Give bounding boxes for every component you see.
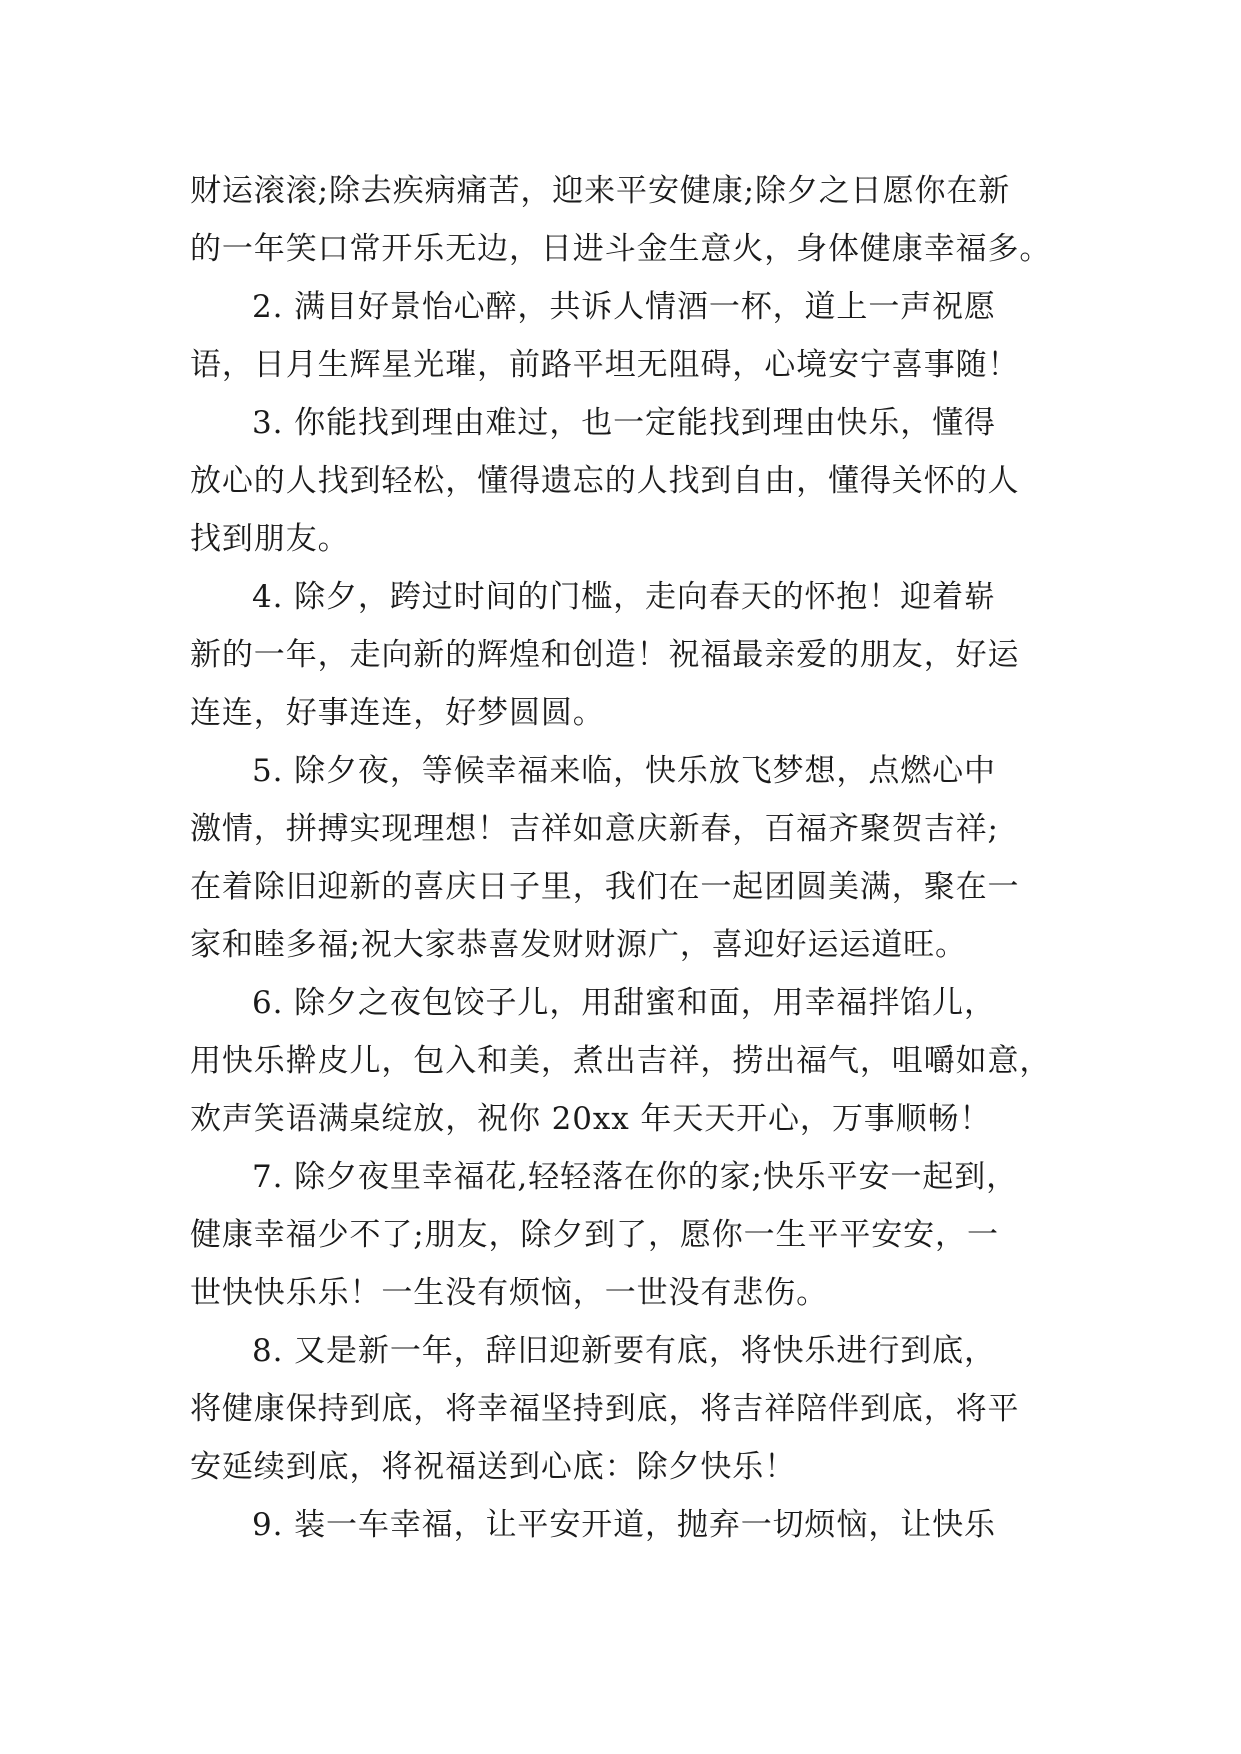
text-line: 世快快乐乐！一生没有烦恼，一世没有悲伤。 [190, 1275, 828, 1311]
text-line: 8. 又是新一年，辞旧迎新要有底，将快乐进行到底， [252, 1333, 996, 1369]
text-line: 6. 除夕之夜包饺子儿，用甜蜜和面，用幸福拌馅儿， [252, 985, 996, 1021]
text-line: 用快乐擀皮儿，包入和美，煮出吉祥，捞出福气，咀嚼如意， [190, 1043, 1052, 1079]
text-line: 的一年笑口常开乐无边，日进斗金生意火，身体健康幸福多。 [190, 231, 1052, 267]
text-line: 在着除旧迎新的喜庆日子里，我们在一起团圆美满，聚在一 [190, 869, 1020, 905]
text-line: 找到朋友。 [190, 521, 350, 557]
text-line: 新的一年，走向新的辉煌和创造！祝福最亲爱的朋友，好运 [190, 637, 1020, 673]
text-line: 安延续到底，将祝福送到心底：除夕快乐！ [190, 1449, 797, 1485]
text-line: 欢声笑语满桌绽放，祝你 20xx 年天天开心，万事顺畅！ [190, 1101, 992, 1137]
text-line: 2. 满目好景怡心醉，共诉人情酒一杯，道上一声祝愿 [252, 289, 996, 325]
text-line: 7. 除夕夜里幸福花,轻轻落在你的家;快乐平安一起到， [252, 1159, 1019, 1195]
text-line: 家和睦多福;祝大家恭喜发财财源广，喜迎好运运道旺。 [190, 927, 967, 963]
text-line: 财运滚滚;除去疾病痛苦，迎来平安健康;除夕之日愿你在新 [190, 173, 1011, 209]
document-body [190, 162, 1052, 1554]
text-line: 连连，好事连连，好梦圆圆。 [190, 695, 605, 731]
text-line: 5. 除夕夜，等候幸福来临，快乐放飞梦想，点燃心中 [252, 753, 996, 789]
text-line: 健康幸福少不了;朋友，除夕到了，愿你一生平平安安，一 [190, 1217, 999, 1253]
text-line: 3. 你能找到理由难过，也一定能找到理由快乐，懂得 [252, 405, 996, 441]
text-line: 语，日月生辉星光璀，前路平坦无阻碍，心境安宁喜事随！ [190, 347, 1020, 383]
text-line: 4. 除夕，跨过时间的门槛，走向春天的怀抱！迎着崭 [252, 579, 996, 615]
text-line: 9. 装一车幸福，让平安开道，抛弃一切烦恼，让快乐 [252, 1507, 996, 1543]
text-line: 放心的人找到轻松，懂得遗忘的人找到自由，懂得关怀的人 [190, 463, 1020, 499]
text-line: 将健康保持到底，将幸福坚持到底，将吉祥陪伴到底，将平 [190, 1391, 1020, 1427]
text-line: 激情，拼搏实现理想！吉祥如意庆新春，百福齐聚贺吉祥; [190, 811, 999, 847]
